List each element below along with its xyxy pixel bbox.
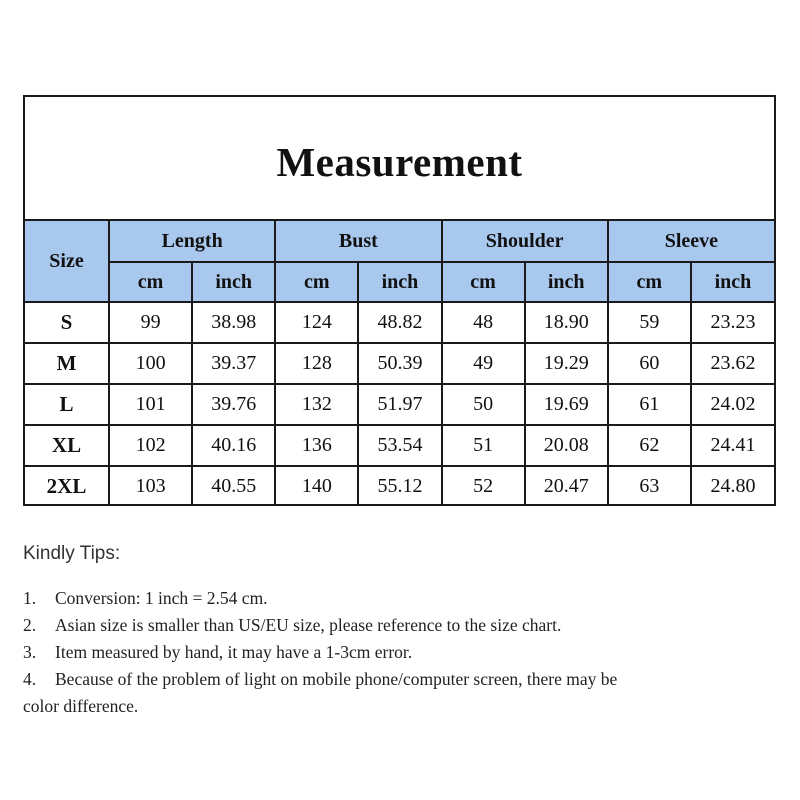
tips-title: Kindly Tips: [23, 543, 121, 564]
tip-text: Asian size is smaller than US/EU size, please reference to the size chart. [55, 615, 562, 635]
tip-text: Because of the problem of light on mobile phone/computer screen, there may be [55, 669, 618, 689]
value-cell: 24.80 [691, 466, 774, 506]
value-cell: 101 [109, 384, 192, 425]
value-cell: 53.54 [358, 425, 441, 466]
value-cell: 50.39 [358, 343, 441, 384]
unit-header: inch [691, 262, 774, 302]
value-cell: 23.62 [691, 343, 774, 384]
tip-text: Item measured by hand, it may have a 1-3cm error. [55, 642, 413, 662]
value-cell: 24.41 [691, 425, 774, 466]
value-cell: 63 [608, 466, 691, 506]
group-header-bust: Bust [275, 221, 441, 262]
value-cell: 39.76 [192, 384, 275, 425]
size-table [25, 221, 774, 506]
value-cell: 100 [109, 343, 192, 384]
tips-list [23, 585, 793, 720]
size-chart [23, 95, 776, 506]
value-cell: 61 [608, 384, 691, 425]
value-cell: 52 [442, 466, 525, 506]
value-cell: 136 [275, 425, 358, 466]
size-cell: M [25, 343, 109, 384]
group-header-sleeve: Sleeve [608, 221, 774, 262]
value-cell: 55.12 [358, 466, 441, 506]
table-row [25, 343, 774, 384]
size-cell: S [25, 302, 109, 343]
value-cell: 62 [608, 425, 691, 466]
size-cell: XL [25, 425, 109, 466]
value-cell: 103 [109, 466, 192, 506]
value-cell: 49 [442, 343, 525, 384]
size-cell: L [25, 384, 109, 425]
value-cell: 132 [275, 384, 358, 425]
tip-number: 1. [23, 588, 37, 608]
value-cell: 102 [109, 425, 192, 466]
group-header-length: Length [109, 221, 275, 262]
value-cell: 99 [109, 302, 192, 343]
tip-number: 2. [23, 615, 37, 635]
tip-item [23, 639, 793, 666]
table-row [25, 384, 774, 425]
value-cell: 24.02 [691, 384, 774, 425]
unit-header: cm [109, 262, 192, 302]
tip-item [23, 666, 793, 720]
unit-header: cm [442, 262, 525, 302]
value-cell: 48 [442, 302, 525, 343]
value-cell: 40.16 [192, 425, 275, 466]
value-cell: 51 [442, 425, 525, 466]
tip-number: 4. [23, 669, 37, 689]
value-cell: 20.47 [525, 466, 608, 506]
value-cell: 60 [608, 343, 691, 384]
tip-item [23, 585, 793, 612]
unit-header: inch [525, 262, 608, 302]
value-cell: 128 [275, 343, 358, 384]
value-cell: 51.97 [358, 384, 441, 425]
value-cell: 39.37 [192, 343, 275, 384]
tip-text-continued: color difference. [23, 696, 139, 716]
value-cell: 38.98 [192, 302, 275, 343]
tip-text: Conversion: 1 inch = 2.54 cm. [55, 588, 268, 608]
value-cell: 19.29 [525, 343, 608, 384]
value-cell: 23.23 [691, 302, 774, 343]
value-cell: 19.69 [525, 384, 608, 425]
tip-item [23, 612, 793, 639]
unit-header: inch [358, 262, 441, 302]
tip-number: 3. [23, 642, 37, 662]
unit-header: cm [608, 262, 691, 302]
kindly-tips [23, 543, 793, 720]
unit-header: cm [275, 262, 358, 302]
table-body [25, 302, 774, 506]
value-cell: 50 [442, 384, 525, 425]
size-cell: 2XL [25, 466, 109, 506]
table-row [25, 466, 774, 506]
group-header-shoulder: Shoulder [442, 221, 608, 262]
title-band [25, 97, 774, 221]
table-row [25, 302, 774, 343]
value-cell: 20.08 [525, 425, 608, 466]
value-cell: 40.55 [192, 466, 275, 506]
value-cell: 124 [275, 302, 358, 343]
size-column-header: Size [25, 221, 109, 302]
table-row [25, 425, 774, 466]
value-cell: 59 [608, 302, 691, 343]
value-cell: 140 [275, 466, 358, 506]
unit-header: inch [192, 262, 275, 302]
value-cell: 18.90 [525, 302, 608, 343]
value-cell: 48.82 [358, 302, 441, 343]
chart-title: Measurement [276, 139, 523, 185]
